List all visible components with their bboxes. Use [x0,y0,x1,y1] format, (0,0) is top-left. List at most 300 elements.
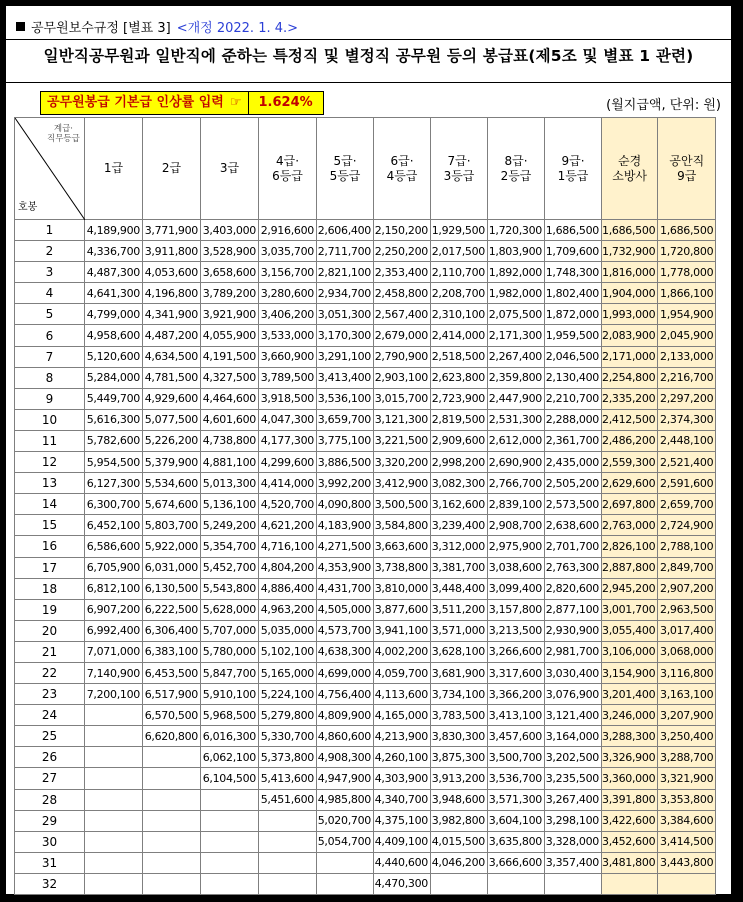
salary-cell: 2,908,700 [488,515,545,536]
salary-cell: 4,191,500 [201,346,259,367]
column-header-line1: 1급 [103,161,124,175]
salary-cell: 2,150,200 [374,220,431,241]
salary-cell: 3,320,200 [374,452,431,473]
salary-cell: 2,998,200 [431,452,488,473]
table-row [15,388,716,409]
salary-cell: 2,763,300 [545,557,602,578]
salary-cell: 1,954,900 [658,304,716,325]
salary-cell: 3,360,000 [602,768,658,789]
salary-cell: 6,517,900 [143,684,201,705]
corner-bottom-label: 호봉 [18,202,38,213]
salary-cell: 5,279,800 [259,705,317,726]
salary-cell: 3,154,900 [602,662,658,683]
salary-cell: 3,628,100 [431,641,488,662]
salary-cell: 4,353,900 [317,557,374,578]
salary-cell: 2,267,400 [488,346,545,367]
salary-cell: 3,202,500 [545,747,602,768]
step-number-cell: 2 [15,241,85,262]
salary-cell: 7,140,900 [85,662,143,683]
step-number-cell: 9 [15,388,85,409]
step-number-cell: 11 [15,430,85,451]
salary-cell: 3,810,000 [374,578,431,599]
salary-cell: 3,082,300 [431,473,488,494]
salary-cell: 2,887,800 [602,557,658,578]
step-number-cell: 17 [15,557,85,578]
salary-cell [85,747,143,768]
column-header [201,118,259,220]
salary-cell: 3,604,100 [488,810,545,831]
salary-cell: 2,110,700 [431,262,488,283]
salary-cell: 4,573,700 [317,620,374,641]
salary-cell: 4,716,100 [259,536,317,557]
salary-cell: 3,321,900 [658,768,716,789]
salary-cell: 6,031,000 [143,557,201,578]
salary-cell: 3,326,900 [602,747,658,768]
salary-cell: 4,621,200 [259,515,317,536]
salary-cell: 1,993,000 [602,304,658,325]
salary-cell: 4,055,900 [201,325,259,346]
salary-cell: 5,330,700 [259,726,317,747]
salary-cell: 3,528,900 [201,241,259,262]
salary-cell: 5,452,700 [201,557,259,578]
salary-cell: 3,328,000 [545,831,602,852]
salary-cell: 3,357,400 [545,852,602,873]
salary-cell [201,789,259,810]
salary-cell: 5,780,000 [201,641,259,662]
salary-cell [259,831,317,852]
salary-cell: 1,686,500 [602,220,658,241]
salary-cell: 3,055,400 [602,620,658,641]
salary-cell: 4,520,700 [259,494,317,515]
table-row [15,262,716,283]
salary-cell: 7,071,000 [85,641,143,662]
salary-cell: 4,189,900 [85,220,143,241]
salary-cell [201,852,259,873]
salary-cell: 3,422,600 [602,810,658,831]
salary-cell: 3,452,600 [602,831,658,852]
salary-cell: 3,312,000 [431,536,488,557]
salary-cell: 2,531,300 [488,409,545,430]
column-header-line2: 3등급 [443,168,475,183]
column-header [658,118,716,220]
column-header [259,118,317,220]
salary-cell: 4,464,600 [201,388,259,409]
salary-cell: 3,913,200 [431,768,488,789]
salary-cell: 4,809,900 [317,705,374,726]
salary-cell: 3,076,900 [545,684,602,705]
column-header-line1: 9급· [561,153,585,168]
salary-cell [85,768,143,789]
raise-rate-label [41,92,249,114]
salary-cell: 4,860,600 [317,726,374,747]
column-header-line2: 5등급 [329,168,361,183]
salary-cell [143,831,201,852]
step-number-cell: 29 [15,810,85,831]
step-number-cell: 24 [15,705,85,726]
salary-cell: 5,413,600 [259,768,317,789]
table-row [15,557,716,578]
step-number-cell: 13 [15,473,85,494]
salary-cell: 2,724,900 [658,515,716,536]
salary-cell: 3,353,800 [658,789,716,810]
salary-cell: 3,051,300 [317,304,374,325]
salary-cell: 5,451,600 [259,789,317,810]
raise-rate-label-text: 공무원봉급 기본급 인상률 입력 [47,95,224,110]
salary-cell: 3,877,600 [374,599,431,620]
salary-cell: 4,165,000 [374,705,431,726]
table-row [15,536,716,557]
salary-cell: 1,802,400 [545,283,602,304]
salary-cell: 1,686,500 [545,220,602,241]
salary-cell: 5,922,000 [143,536,201,557]
salary-cell: 2,250,200 [374,241,431,262]
step-number-cell: 16 [15,536,85,557]
salary-cell: 5,616,300 [85,409,143,430]
salary-cell: 2,521,400 [658,452,716,473]
salary-cell: 3,918,500 [259,388,317,409]
salary-cell: 2,963,500 [658,599,716,620]
step-number-cell: 8 [15,367,85,388]
table-row [15,620,716,641]
salary-cell: 1,904,000 [602,283,658,304]
column-header [143,118,201,220]
step-number-cell: 1 [15,220,85,241]
salary-cell: 1,709,600 [545,241,602,262]
salary-cell: 3,443,800 [658,852,716,873]
salary-cell [143,768,201,789]
salary-cell: 2,297,200 [658,388,716,409]
salary-cell: 3,213,500 [488,620,545,641]
salary-cell: 4,963,200 [259,599,317,620]
salary-cell: 3,162,600 [431,494,488,515]
salary-cell [545,873,602,894]
salary-cell [85,789,143,810]
salary-cell: 2,907,200 [658,578,716,599]
salary-cell: 4,260,100 [374,747,431,768]
salary-cell: 1,816,000 [602,262,658,283]
salary-cell: 6,812,100 [85,578,143,599]
table-row [15,641,716,662]
page-title: 일반직공무원과 일반직에 준하는 특정직 및 별정직 공무원 등의 봉급표(제5조 및 별표 1 관련) [43,47,694,65]
salary-cell: 3,789,200 [201,283,259,304]
salary-cell: 2,083,900 [602,325,658,346]
salary-cell: 4,487,300 [85,262,143,283]
divider [6,82,731,83]
salary-cell: 4,409,100 [374,831,431,852]
revision-note: <개정 2022. 1. 4.> [176,21,299,36]
salary-cell: 4,271,500 [317,536,374,557]
salary-cell: 3,017,400 [658,620,716,641]
salary-cell [201,831,259,852]
salary-cell: 3,163,100 [658,684,716,705]
salary-cell [317,852,374,873]
salary-cell: 5,054,700 [317,831,374,852]
salary-cell: 4,638,300 [317,641,374,662]
salary-cell: 3,001,700 [602,599,658,620]
salary-cell: 2,606,400 [317,220,374,241]
step-number-cell: 6 [15,325,85,346]
salary-cell [85,831,143,852]
salary-cell: 2,505,200 [545,473,602,494]
salary-cell: 3,663,600 [374,536,431,557]
corner-header-cell [15,118,85,220]
step-number-cell: 26 [15,747,85,768]
salary-cell: 3,921,900 [201,304,259,325]
salary-cell: 3,911,800 [143,241,201,262]
salary-cell: 3,170,300 [317,325,374,346]
salary-cell [259,810,317,831]
table-row [15,430,716,451]
salary-cell: 2,788,100 [658,536,716,557]
table-row [15,346,716,367]
salary-cell: 4,375,100 [374,810,431,831]
salary-cell: 3,099,400 [488,578,545,599]
salary-cell: 3,414,500 [658,831,716,852]
salary-cell: 6,222,500 [143,599,201,620]
salary-cell: 4,799,000 [85,304,143,325]
salary-cell: 2,903,100 [374,367,431,388]
salary-cell: 3,457,600 [488,726,545,747]
column-header [602,118,658,220]
raise-rate-input-box [40,91,324,115]
salary-cell: 3,789,500 [259,367,317,388]
salary-cell: 1,732,900 [602,241,658,262]
salary-cell: 4,881,100 [201,452,259,473]
salary-cell: 2,877,100 [545,599,602,620]
salary-cell: 3,982,800 [431,810,488,831]
salary-cell: 4,183,900 [317,515,374,536]
salary-cell: 6,104,500 [201,768,259,789]
column-header-line1: 8급· [504,153,528,168]
salary-cell: 2,934,700 [317,283,374,304]
salary-cell [317,873,374,894]
salary-cell: 4,303,900 [374,768,431,789]
salary-cell: 3,221,500 [374,430,431,451]
salary-cell: 4,341,900 [143,304,201,325]
salary-cell: 5,628,000 [201,599,259,620]
salary-cell: 4,113,600 [374,684,431,705]
table-row [15,789,716,810]
salary-cell: 1,872,000 [545,304,602,325]
salary-cell: 3,280,600 [259,283,317,304]
table-row [15,662,716,683]
step-number-cell: 3 [15,262,85,283]
salary-cell: 4,336,700 [85,241,143,262]
salary-cell: 2,638,600 [545,515,602,536]
salary-cell: 2,288,000 [545,409,602,430]
salary-cell: 3,659,700 [317,409,374,430]
salary-cell: 3,317,600 [488,662,545,683]
salary-cell: 6,907,200 [85,599,143,620]
salary-cell: 4,046,200 [431,852,488,873]
salary-cell [488,873,545,894]
salary-cell: 2,820,600 [545,578,602,599]
document-header [16,17,298,36]
salary-cell: 4,440,600 [374,852,431,873]
salary-cell: 3,948,600 [431,789,488,810]
salary-cell: 6,586,600 [85,536,143,557]
divider [6,39,731,40]
salary-cell: 1,866,100 [658,283,716,304]
salary-cell: 3,201,400 [602,684,658,705]
table-row [15,831,716,852]
column-header-line1: 6급· [390,153,414,168]
salary-cell: 2,701,700 [545,536,602,557]
step-number-cell: 30 [15,831,85,852]
salary-cell: 3,775,100 [317,430,374,451]
salary-cell: 6,620,800 [143,726,201,747]
salary-cell: 3,035,700 [259,241,317,262]
salary-cell: 3,500,500 [374,494,431,515]
salary-cell: 2,849,700 [658,557,716,578]
salary-cell: 2,374,300 [658,409,716,430]
salary-cell: 3,246,000 [602,705,658,726]
salary-cell [143,873,201,894]
salary-cell: 5,449,700 [85,388,143,409]
column-header-line1: 3급 [219,161,240,175]
table-row [15,684,716,705]
salary-cell: 4,213,900 [374,726,431,747]
column-header-line1: 4급· [275,153,300,168]
salary-cell: 1,982,000 [488,283,545,304]
salary-cell [85,810,143,831]
corner-top-label [47,124,80,144]
salary-cell: 4,177,300 [259,430,317,451]
table-row [15,599,716,620]
salary-cell: 3,658,600 [201,262,259,283]
salary-cell: 2,075,500 [488,304,545,325]
salary-cell: 5,224,100 [259,684,317,705]
step-number-cell: 7 [15,346,85,367]
salary-cell: 5,782,600 [85,430,143,451]
salary-cell: 2,697,800 [602,494,658,515]
salary-cell: 2,612,000 [488,430,545,451]
salary-cell: 3,941,100 [374,620,431,641]
salary-cell: 5,035,000 [259,620,317,641]
salary-cell: 4,641,300 [85,283,143,304]
raise-rate-value[interactable]: 1.624% [249,92,323,114]
table-row [15,304,716,325]
salary-cell: 4,470,300 [374,873,431,894]
salary-cell: 2,458,800 [374,283,431,304]
unit-note: (월지급액, 단위: 원) [606,98,721,113]
salary-cell: 4,059,700 [374,662,431,683]
salary-cell [431,873,488,894]
salary-cell: 6,383,100 [143,641,201,662]
salary-cell: 5,226,200 [143,430,201,451]
salary-cell: 6,453,500 [143,662,201,683]
salary-cell: 1,959,500 [545,325,602,346]
salary-cell: 3,681,900 [431,662,488,683]
salary-cell: 3,992,200 [317,473,374,494]
salary-cell: 3,886,500 [317,452,374,473]
salary-cell: 3,571,300 [488,789,545,810]
column-header [545,118,602,220]
salary-cell: 2,573,500 [545,494,602,515]
salary-cell: 2,414,000 [431,325,488,346]
salary-cell: 4,781,500 [143,367,201,388]
salary-cell: 6,016,300 [201,726,259,747]
salary-cell: 2,623,800 [431,367,488,388]
salary-cell: 5,674,600 [143,494,201,515]
salary-cell: 3,121,300 [374,409,431,430]
salary-cell: 1,803,900 [488,241,545,262]
salary-cell: 3,571,000 [431,620,488,641]
salary-cell: 3,511,200 [431,599,488,620]
salary-cell: 4,601,600 [201,409,259,430]
salary-cell: 2,435,000 [545,452,602,473]
salary-cell: 3,157,800 [488,599,545,620]
salary-cell: 6,570,500 [143,705,201,726]
table-row [15,726,716,747]
step-number-cell: 12 [15,452,85,473]
salary-cell: 2,447,900 [488,388,545,409]
salary-cell: 3,298,100 [545,810,602,831]
salary-cell: 5,803,700 [143,515,201,536]
salary-cell: 3,391,800 [602,789,658,810]
salary-cell: 3,536,100 [317,388,374,409]
table-row [15,578,716,599]
salary-cell: 3,235,500 [545,768,602,789]
column-header [85,118,143,220]
salary-cell: 6,306,400 [143,620,201,641]
column-header-line2: 2등급 [500,168,532,183]
step-number-cell: 14 [15,494,85,515]
salary-cell: 2,819,500 [431,409,488,430]
salary-cell: 3,288,700 [658,747,716,768]
table-row [15,515,716,536]
corner-top-line2: 직무등급 [47,134,80,144]
salary-cell [201,873,259,894]
salary-cell: 3,266,600 [488,641,545,662]
salary-cell: 3,038,600 [488,557,545,578]
salary-cell [85,726,143,747]
step-number-cell: 21 [15,641,85,662]
step-number-cell: 31 [15,852,85,873]
corner-top-line1: 계급· [53,124,73,134]
step-number-cell: 22 [15,662,85,683]
salary-cell: 6,062,100 [201,747,259,768]
column-header-line1: 7급· [447,153,471,168]
salary-cell: 5,020,700 [317,810,374,831]
salary-cell: 4,699,000 [317,662,374,683]
salary-cell: 5,910,100 [201,684,259,705]
step-number-cell: 27 [15,768,85,789]
salary-cell: 2,216,700 [658,367,716,388]
salary-cell: 2,826,100 [602,536,658,557]
step-number-cell: 18 [15,578,85,599]
salary-cell: 4,340,700 [374,789,431,810]
salary-cell: 3,830,300 [431,726,488,747]
salary-cell: 2,412,500 [602,409,658,430]
column-header-line2: 소방사 [612,168,648,183]
salary-cell: 1,892,000 [488,262,545,283]
salary-cell: 5,136,100 [201,494,259,515]
salary-cell: 5,249,200 [201,515,259,536]
salary-cell: 2,839,100 [488,494,545,515]
salary-cell: 2,130,400 [545,367,602,388]
salary-cell: 2,591,600 [658,473,716,494]
salary-cell: 3,635,800 [488,831,545,852]
step-number-cell: 10 [15,409,85,430]
salary-cell: 3,381,700 [431,557,488,578]
salary-cell: 5,077,500 [143,409,201,430]
column-header-line1: 공안직 [669,153,705,168]
column-header [488,118,545,220]
salary-cell: 5,954,500 [85,452,143,473]
salary-cell: 3,413,100 [488,705,545,726]
salary-cell: 1,748,300 [545,262,602,283]
